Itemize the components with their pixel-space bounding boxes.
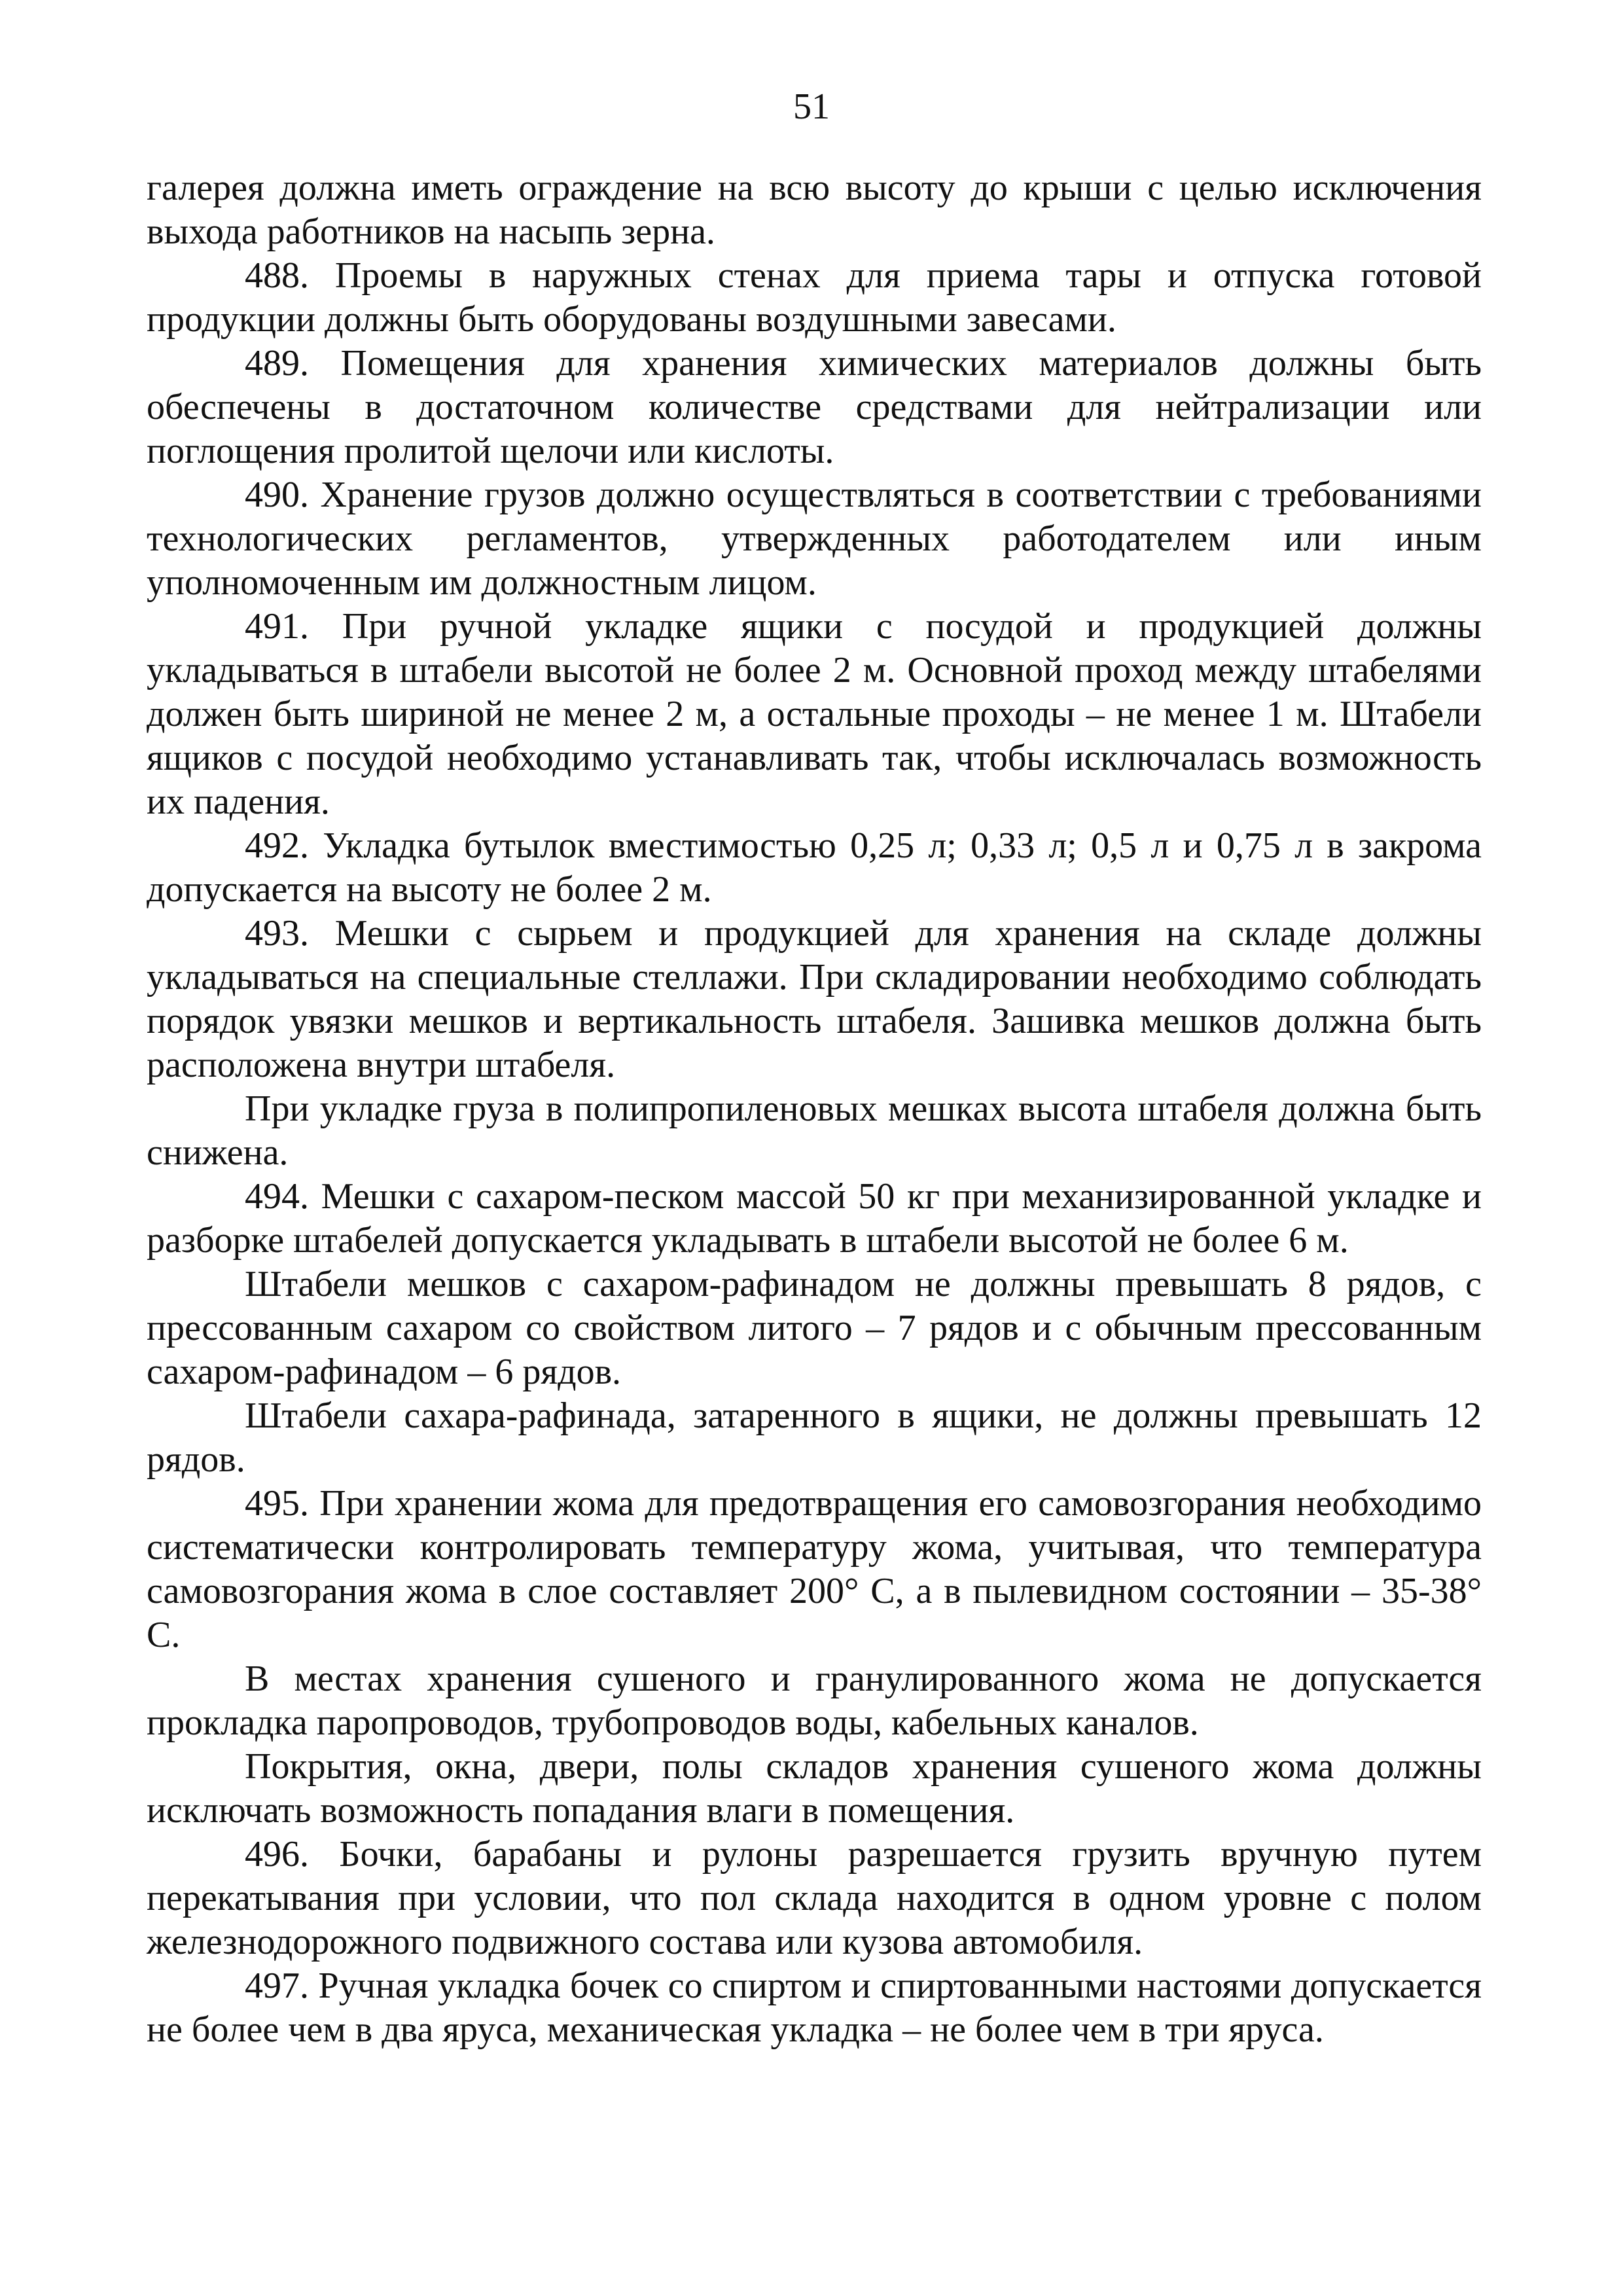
page-number: 51: [793, 86, 830, 127]
paragraph-494-stacks-boxed: Штабели сахара-рафинада, затаренного в ящики, не должны превышать 12 рядов.: [147, 1395, 1482, 1480]
paragraph-496: 496. Бочки, барабаны и рулоны разрешается грузить вручную путем перекатывания при условии, что пол склада находится в одном уровне с полом железнодорожного подвижного состава или кузова автомобиля.: [147, 1834, 1482, 1962]
paragraph-493-note: При укладке груза в полипропиленовых мешках высота штабеля должна быть снижена.: [147, 1088, 1482, 1173]
paragraph-continuation: галерея должна иметь ограждение на всю высоту до крыши с целью исключения выхода работников на насыпь зерна.: [147, 168, 1482, 252]
paragraph-495-pipes: В местах хранения сушеного и гранулированного жома не допускается прокладка паропроводов, трубопроводов воды, кабельных каналов.: [147, 1659, 1482, 1743]
paragraph-497: 497. Ручная укладка бочек со спиртом и спиртованными настоями допускается не более чем в два яруса, механическая укладка – не более чем в три яруса.: [147, 1965, 1482, 2050]
paragraph-495-moisture: Покрытия, окна, двери, полы складов хранения сушеного жома должны исключать возможность попадания влаги в помещения.: [147, 1746, 1482, 1831]
paragraph-491: 491. При ручной укладке ящики с посудой и продукцией должны укладываться в штабели высотой не более 2 м. Основной проход между штабелями должен быть шириной не менее 2 м, а остальные проходы – не менее 1 м. Штабели ящиков с посудой необходимо устанавливать так, чтобы исключалась возможность их падения.: [147, 606, 1482, 822]
paragraph-490: 490. Хранение грузов должно осуществляться в соответствии с требованиями технологических регламентов, утвержденных работодателем или иным уполномоченным им должностным лицом.: [147, 475, 1482, 603]
paragraph-495: 495. При хранении жома для предотвращения его самовозгорания необходимо систематически контролировать температуру жома, учитывая, что температура самовозгорания жома в слое составляет 200° С, а в пылевидном состоянии – 35-38° С.: [147, 1483, 1482, 1655]
paragraph-494: 494. Мешки с сахаром-песком массой 50 кг при механизированной укладке и разборке штабелей допускается укладывать в штабели высотой не более 6 м.: [147, 1176, 1482, 1261]
paragraph-489: 489. Помещения для хранения химических материалов должны быть обеспечены в достаточном количестве средствами для нейтрализации или поглощения пролитой щелочи или кислоты.: [147, 343, 1482, 471]
paragraph-488: 488. Проемы в наружных стенах для приема тары и отпуска готовой продукции должны быть оборудованы воздушными завесами.: [147, 255, 1482, 340]
paragraph-493: 493. Мешки с сырьем и продукцией для хранения на складе должны укладываться на специальные стеллажи. При складировании необходимо соблюдать порядок увязки мешков и вертикальность штабеля. Зашивка мешков должна быть расположена внутри штабеля.: [147, 913, 1482, 1085]
paragraph-494-stacks-refined: Штабели мешков с сахаром-рафинадом не должны превышать 8 рядов, с прессованным сахаром со свойством литого – 7 рядов и с обычным прессованным сахаром-рафинадом – 6 рядов.: [147, 1264, 1482, 1392]
document-body: [147, 166, 1482, 2052]
paragraph-492: 492. Укладка бутылок вместимостью 0,25 л; 0,33 л; 0,5 л и 0,75 л в закрома допускается на высоту не более 2 м.: [147, 825, 1482, 910]
